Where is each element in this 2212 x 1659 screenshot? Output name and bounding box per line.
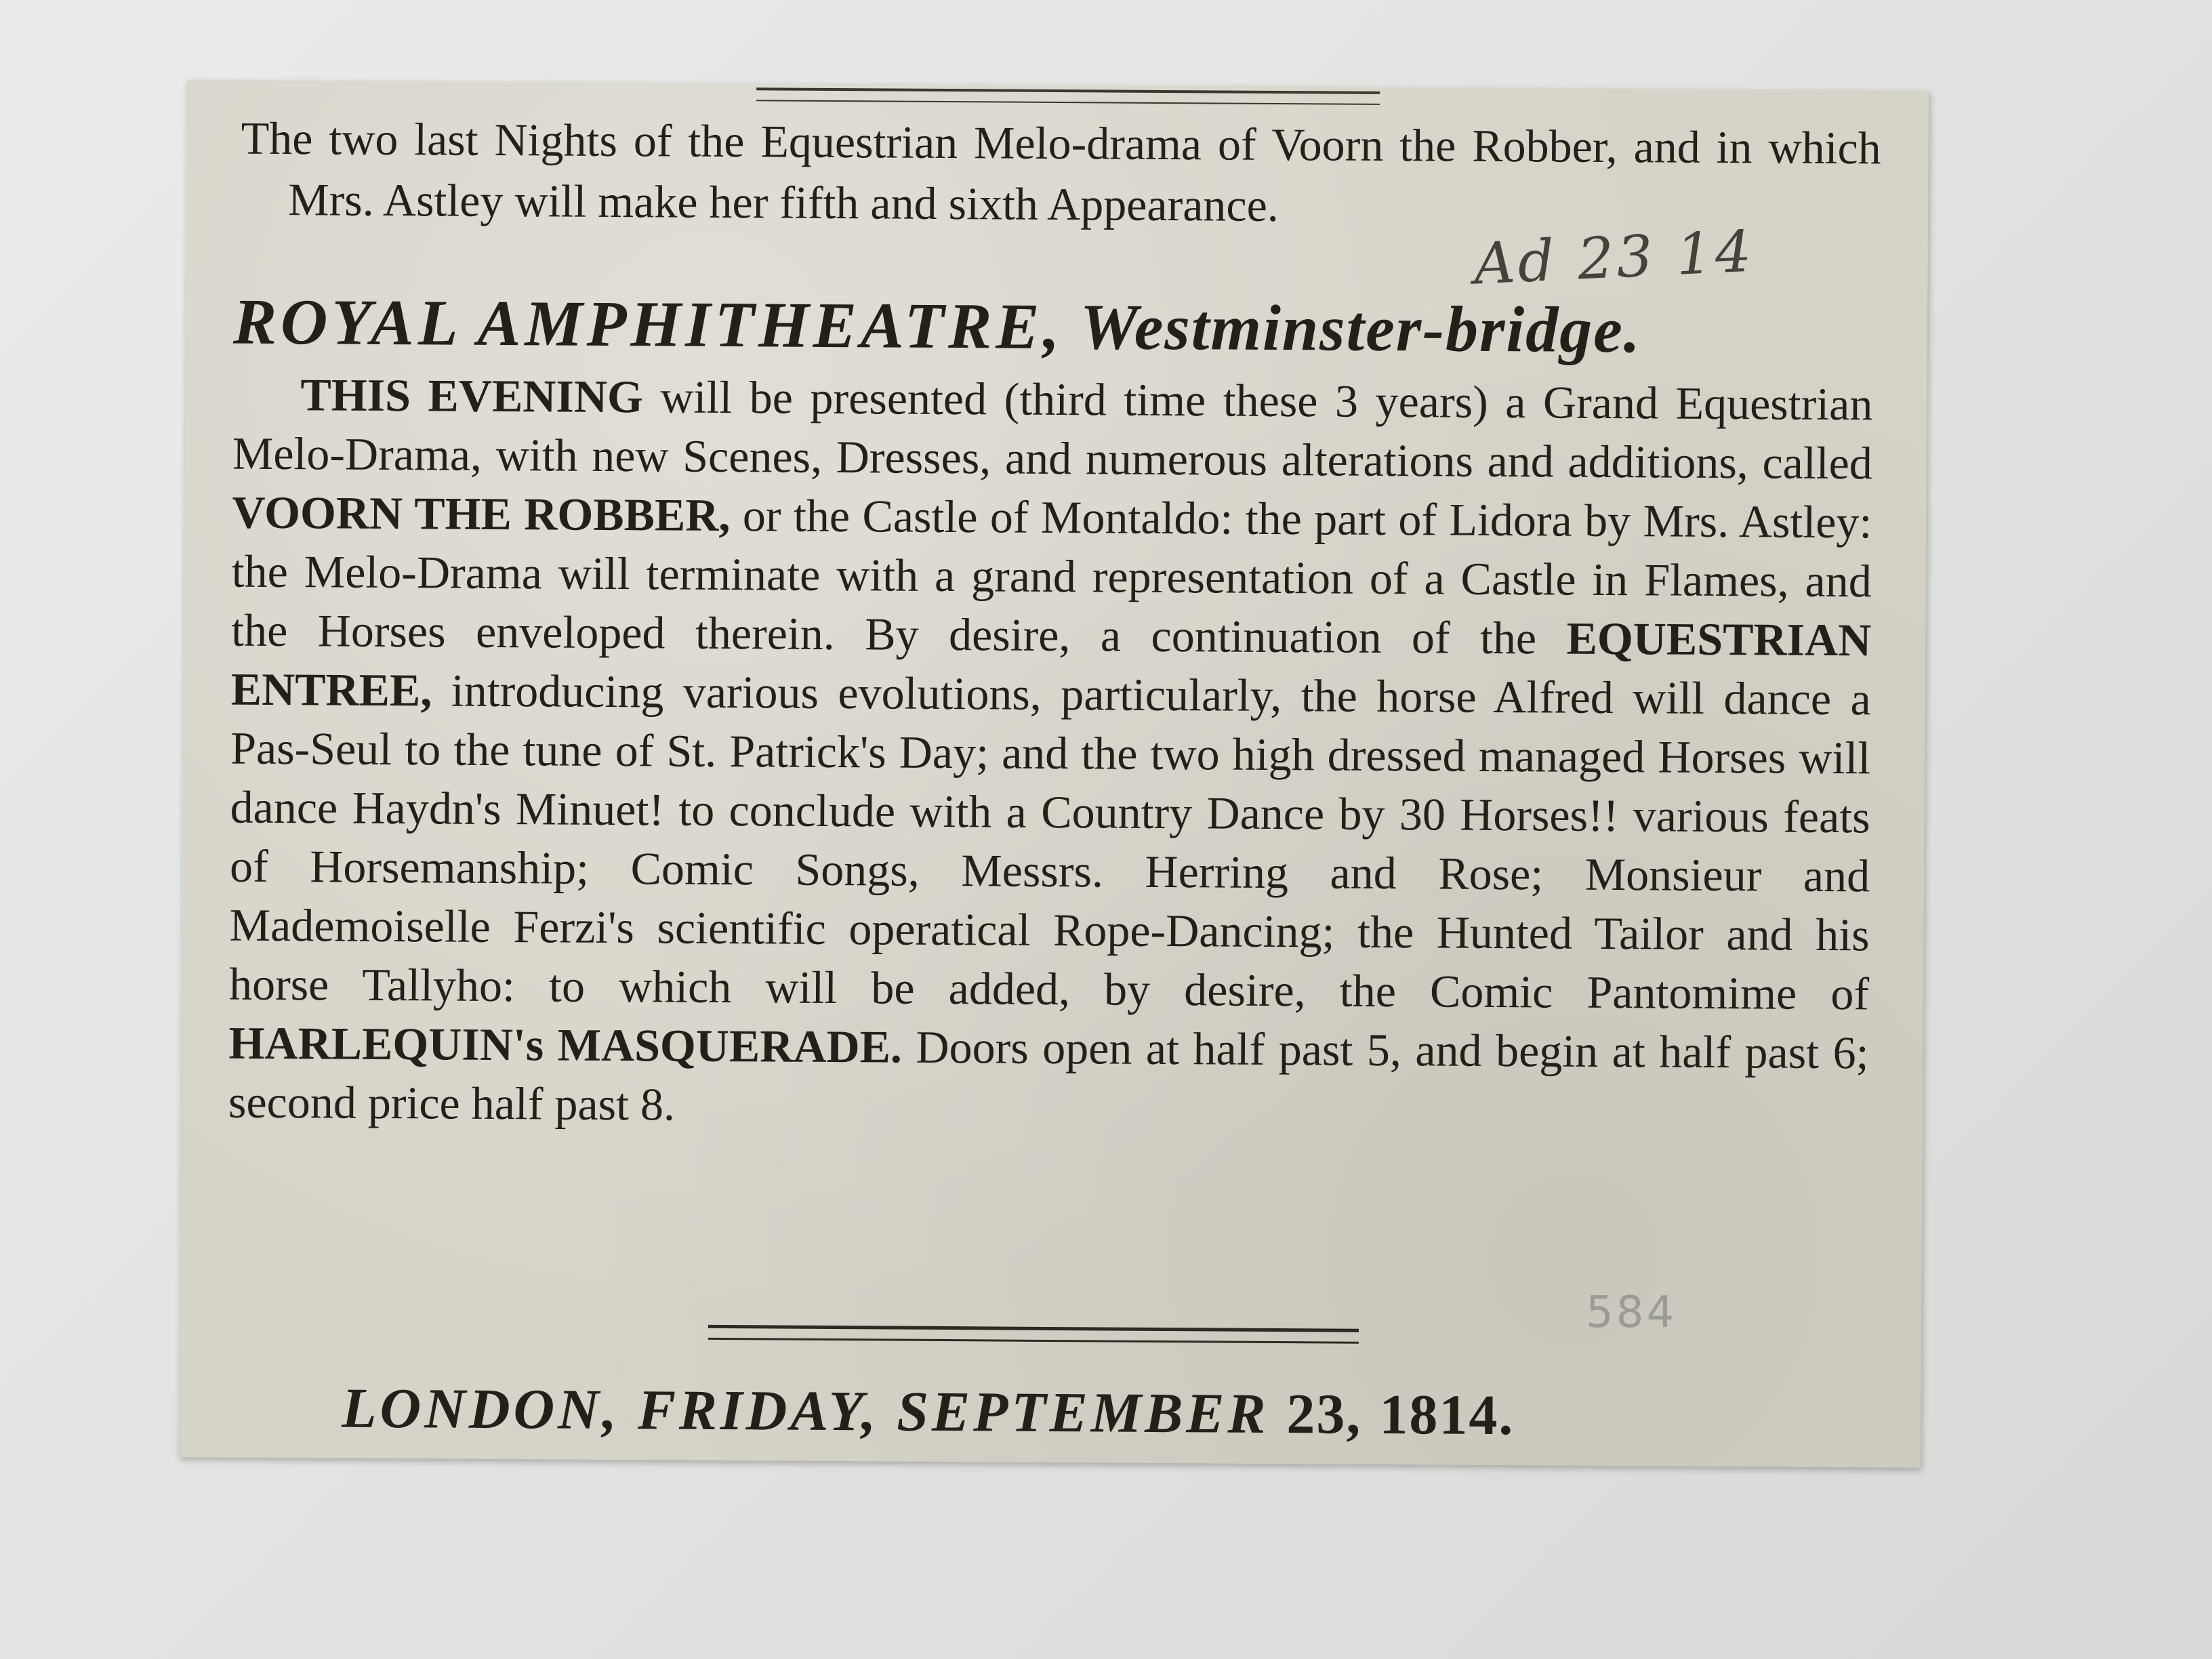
dateline-text: LONDON, FRIDAY, SEPTEMBER bbox=[341, 1376, 1269, 1446]
top-rule bbox=[756, 87, 1380, 105]
bottom-rule bbox=[708, 1325, 1359, 1344]
pencil-number: 584 bbox=[1586, 1288, 1677, 1338]
title-harlequin: HARLEQUIN's MASQUERADE. bbox=[228, 1017, 903, 1073]
intro-text: The two last Nights of the Equestrian Melo-drama of Voorn the Robber, and in which Mrs. Astley will make her fifth and sixth Appearance. bbox=[241, 112, 1881, 232]
handwritten-note: Ad 23 14 bbox=[1472, 218, 1756, 298]
heading-location: Westminster-bridge. bbox=[1080, 290, 1642, 367]
newspaper-clipping bbox=[179, 80, 1929, 1468]
body-part-3: introducing various evolutions, particularly, the horse Alfred will dance a Pas-Seul to the tune of St. Patrick's Day; and the two high dressed managed Horses will dance Haydn's Minuet! to conclude with a Country Dance by 30 Horses!! various feats of Horsemanship; Comic Songs, Messrs. Herring and Rose; Monsieur and Mademoiselle Ferzi's scientific operatical Rope-Dancing; the Hunted Tailor and his horse Tallyho: to which will be added, by desire, the Comic Pantomime of bbox=[228, 664, 1871, 1020]
theatre-heading bbox=[233, 284, 1874, 369]
title-entree: EQUESTRIAN ENTREE, bbox=[230, 612, 1872, 716]
title-voorn: VOORN THE ROBBER, bbox=[232, 486, 731, 541]
body-part-4: Doors open at half past 5, and begin at half past 6; second price half past 8. bbox=[228, 1021, 1869, 1130]
heading-theatre: ROYAL AMPHITHEATRE, bbox=[232, 285, 1064, 363]
dateline bbox=[342, 1376, 1515, 1449]
dateline-year: 1814. bbox=[1379, 1382, 1515, 1448]
body-part-2: or the Castle of Montaldo: the part of Lidora by Mrs. Astley: the Melo-Drama will terminate with a grand representation of a Castle in Flames, and the Horses enveloped therein. By desire, a continuation of the bbox=[231, 489, 1872, 664]
intro-paragraph bbox=[241, 108, 1881, 240]
dateline-day: 23, bbox=[1286, 1382, 1362, 1446]
body-opening: THIS EVENING bbox=[300, 369, 644, 423]
body-part-1: will be presented (third time these 3 years) a Grand Equestrian Melo-Drama, with new Scenes, Dresses, and numerous alterations and additions, called bbox=[232, 371, 1873, 489]
programme-paragraph bbox=[228, 365, 1873, 1142]
